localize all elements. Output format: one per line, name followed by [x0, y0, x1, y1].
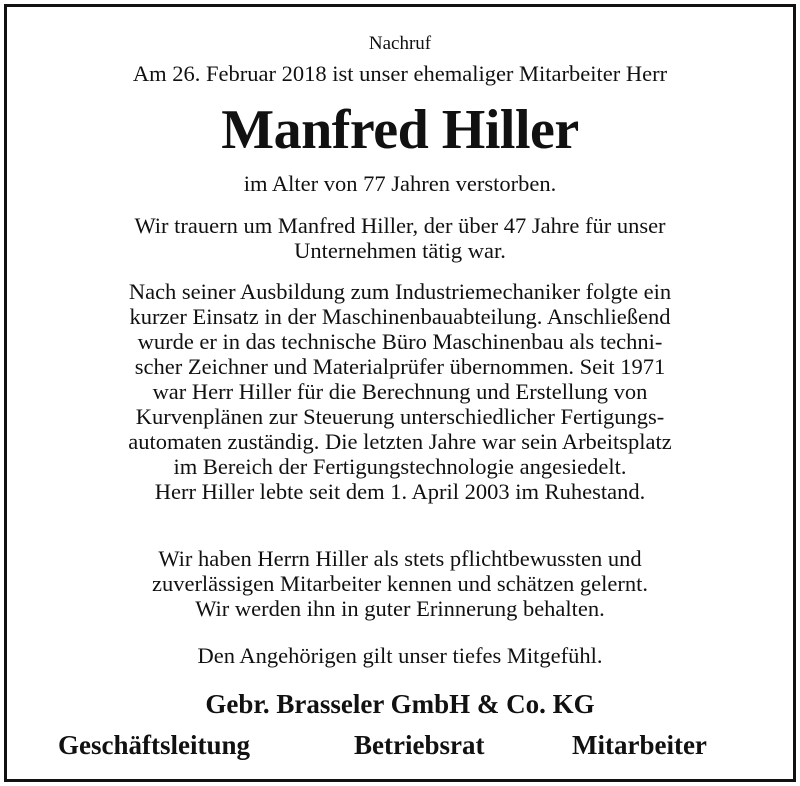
paragraph-line: Wir werden ihn in guter Erinnerung behalten. [195, 596, 605, 621]
paragraph-line: Herr Hiller lebte seit dem 1. April 2003 im Ruhestand. [154, 479, 646, 504]
age-block [0, 171, 800, 196]
signer-works-council: Betriebsrat [354, 730, 485, 760]
paragraph-line: kurzer Einsatz in der Maschinenbauabteilung. Anschließend [129, 304, 671, 329]
deceased-name: Manfred Hiller [221, 99, 579, 161]
paragraph-line: scher Zeichner und Materialprüfer übernommen. Seit 1971 [134, 354, 666, 379]
paragraph-line: war Herr Hiller für die Berechnung und Erstellung von [152, 379, 648, 404]
paragraph-line: automaten zuständig. Die letzten Jahre war sein Arbeitsplatz [128, 429, 672, 454]
signers-row [0, 729, 800, 763]
signer-employees: Mitarbeiter [572, 730, 707, 760]
paragraph-line: Den Angehörigen gilt unser tiefes Mitgefühl. [197, 643, 603, 668]
paragraph-line: Wir trauern um Manfred Hiller, der über 47 Jahre für unser [134, 213, 666, 238]
paragraph-condolence [0, 643, 800, 668]
paragraph-line: Nach seiner Ausbildung zum Industriemechaniker folgte ein [128, 279, 672, 304]
paragraph-line: im Bereich der Fertigungstechnologie angesiedelt. [173, 454, 627, 479]
notice-heading: Nachruf [368, 33, 432, 54]
paragraph-line: zuverlässigen Mitarbeiter kennen und schätzen gelernt. [151, 571, 649, 596]
age-line: im Alter von 77 Jahren verstorben. [243, 171, 557, 196]
paragraph-mourning [0, 213, 800, 263]
paragraph-line: wurde er in das technische Büro Maschinenbau als techni- [137, 329, 663, 354]
paragraph-appreciation [0, 546, 800, 621]
company-name: Gebr. Brasseler GmbH & Co. KG [205, 689, 595, 719]
intro-line: Am 26. Februar 2018 ist unser ehemaliger Mitarbeiter Herr [132, 61, 668, 86]
paragraph-career [0, 279, 800, 504]
paragraph-line: Kurvenplänen zur Steuerung unterschiedlicher Fertigungs- [135, 404, 665, 429]
signer-management: Geschäftsleitung [58, 730, 250, 760]
paragraph-line: Wir haben Herrn Hiller als stets pflichtbewussten und [158, 546, 642, 571]
paragraph-line: Unternehmen tätig war. [294, 238, 506, 263]
